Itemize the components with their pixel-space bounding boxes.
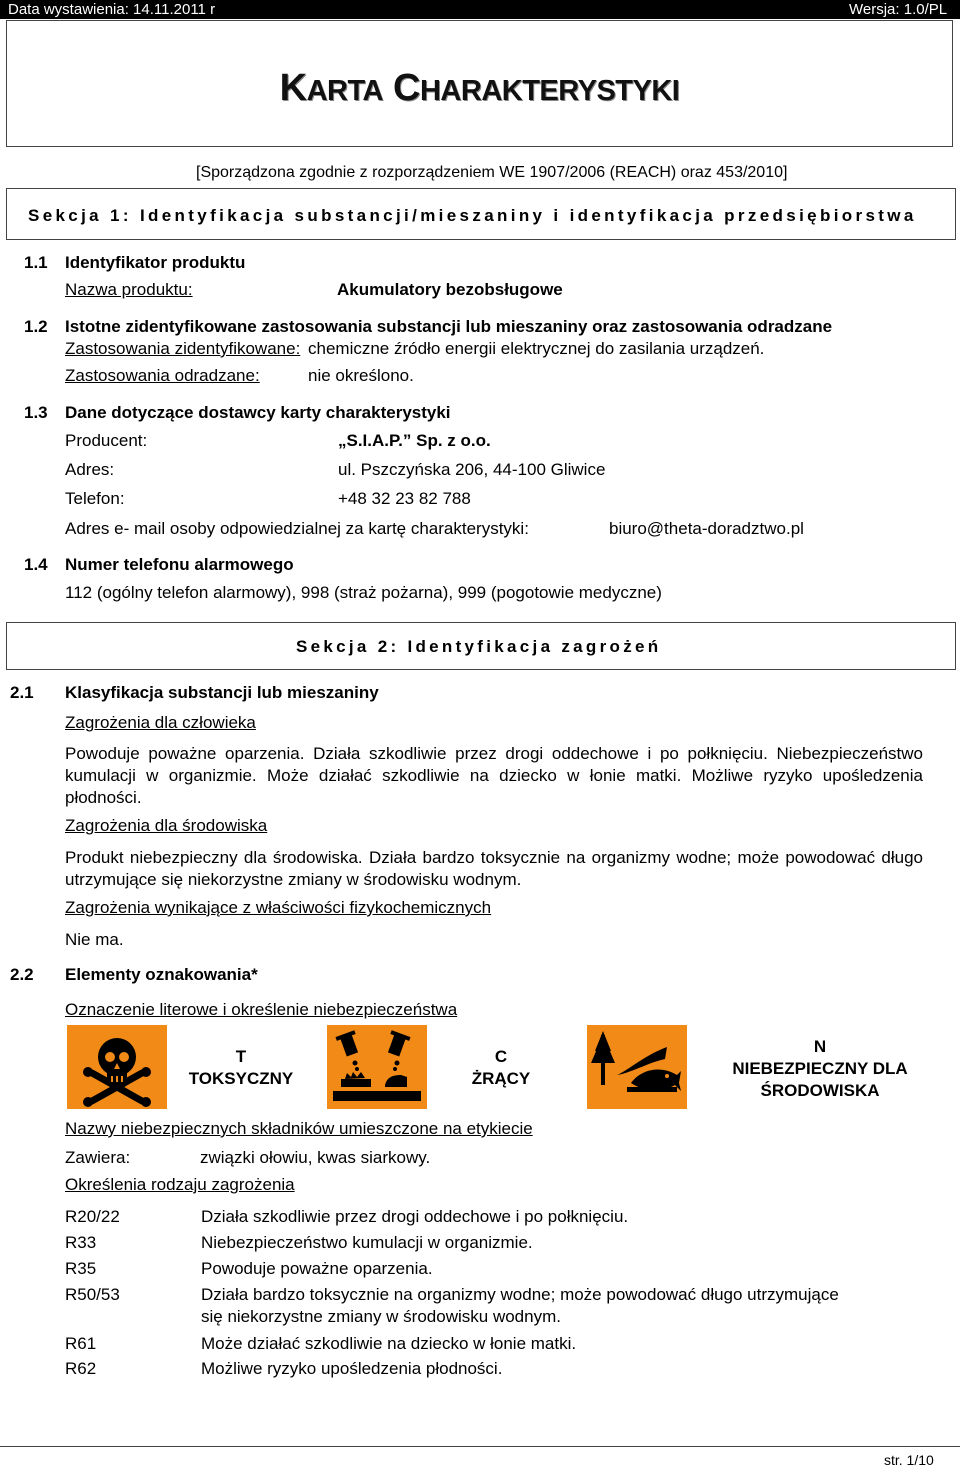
r-phrase-text: Działa szkodliwie przez drogi oddechowe i po połknięciu.	[201, 1207, 629, 1226]
environment-pictogram	[587, 1025, 687, 1109]
symbol-T: T TOKSYCZNY	[188, 1047, 294, 1088]
producer-value: „S.I.A.P.” Sp. z o.o.	[338, 431, 491, 450]
s22-title: Elementy oznakowania*	[65, 965, 258, 984]
phone-label: Telefon:	[65, 489, 125, 508]
title-box	[6, 20, 953, 147]
advised-uses-label: Zastosowania odradzane:	[65, 366, 260, 385]
footer-divider	[0, 1446, 960, 1447]
symbol-N: N NIEBEZPIECZNY DLA ŚRODOWISKA	[732, 1037, 908, 1100]
product-name-label: Nazwa produktu:	[65, 280, 193, 299]
s11-title: Identyfikator produktu	[65, 253, 246, 272]
human-hazards-text: Powoduje poważne oparzenia. Działa szkodliwie przez drogi oddechowe i po połknięciu. Niebezpieczeństwo kumulacji w organizmie. Może działać szkodliwie na dziecko w łonie matki. Możliwe ryzyko upośledzenia płodności.	[65, 744, 923, 807]
r-phrase-text-cont: się niekorzystne zmiany w środowisku wodnym.	[201, 1307, 561, 1326]
email-value[interactable]: biuro@theta-doradztwo.pl	[609, 519, 804, 538]
s11-num: 1.1	[24, 253, 48, 272]
section1-heading: Sekcja 1: Identyfikacja substancji/mieszaniny i identyfikacja przedsiębiorstwa	[28, 206, 917, 225]
r-phrase-text: Powoduje poważne oparzenia.	[201, 1259, 433, 1278]
emergency-numbers: 112 (ogólny telefon alarmowy), 998 (straż pożarna), 999 (pogotowie medyczne)	[65, 583, 662, 602]
skull-crossbones-icon	[67, 1025, 167, 1109]
ingredients-label: Nazwy niebezpiecznych składników umieszczone na etykiecie	[65, 1119, 533, 1138]
phone-value: +48 32 23 82 788	[338, 489, 471, 508]
page-number: str. 1/10	[884, 1452, 934, 1468]
toxic-pictogram	[67, 1025, 167, 1109]
identified-uses-value: chemiczne źródło energii elektrycznej do zasilania urządzeń.	[308, 339, 765, 358]
r-phrase-code: R33	[65, 1233, 97, 1252]
symbol-C: C ŻRĄCY	[471, 1047, 531, 1088]
producer-label: Producent:	[65, 431, 148, 450]
contains-value: związki ołowiu, kwas siarkowy.	[200, 1148, 431, 1167]
r-phrase-text: Niebezpieczeństwo kumulacji w organizmie.	[201, 1233, 533, 1252]
corrosive-pictogram	[327, 1025, 427, 1109]
section2-heading: Sekcja 2: Identyfikacja zagrożeń	[296, 637, 662, 656]
r-phrases-label: Określenia rodzaju zagrożenia	[65, 1175, 295, 1194]
regulation-note: [Sporządzona zgodnie z rozporządzeniem WE 1907/2006 (REACH) oraz 453/2010]	[196, 164, 788, 181]
environment-icon	[587, 1025, 687, 1109]
address-value: ul. Pszczyńska 206, 44-100 Gliwice	[338, 460, 606, 479]
env-hazards-label: Zagrożenia dla środowiska	[65, 816, 268, 835]
section2-box	[6, 622, 956, 670]
header-bar	[0, 0, 960, 19]
s13-num: 1.3	[24, 403, 48, 422]
identified-uses-label: Zastosowania zidentyfikowane:	[65, 339, 301, 358]
s14-num: 1.4	[24, 555, 48, 574]
env-hazards-text: Produkt niebezpieczny dla środowiska. Działa bardzo toksycznie na organizmy wodne; może powodować długo utrzymujące się niekorzystne zmiany w środowisku wodnym.	[65, 848, 923, 889]
section1-box	[6, 188, 956, 240]
s21-title: Klasyfikacja substancji lub mieszaniny	[65, 683, 379, 702]
physchem-hazards-text: Nie ma.	[65, 930, 124, 949]
r-phrase-code: R61	[65, 1334, 97, 1353]
s14-title: Numer telefonu alarmowego	[65, 555, 294, 574]
s13-title: Dane dotyczące dostawcy karty charakterystyki	[65, 403, 451, 422]
address-label: Adres:	[65, 460, 115, 479]
issue-date: Data wystawienia: 14.11.2011 r	[8, 1, 216, 18]
s12-num: 1.2	[24, 317, 48, 336]
corrosive-icon	[327, 1025, 427, 1109]
advised-uses-value: nie określono.	[308, 366, 414, 385]
s12-title: Istotne zidentyfikowane zastosowania substancji lub mieszaniny oraz zastosowania odradzane	[65, 317, 833, 336]
r-phrase-code: R50/53	[65, 1285, 120, 1304]
product-name-value: Akumulatory bezobsługowe	[337, 280, 563, 299]
s21-num: 2.1	[10, 683, 34, 702]
r-phrase-code: R20/22	[65, 1207, 120, 1226]
r-phrase-text: Działa bardzo toksycznie na organizmy wodne; może powodować długo utrzymujące	[201, 1285, 839, 1304]
s22-num: 2.2	[10, 965, 34, 984]
email-label: Adres e- mail osoby odpowiedzialnej za kartę charakterystyki:	[65, 519, 529, 538]
r-phrase-text: Możliwe ryzyko upośledzenia płodności.	[201, 1359, 503, 1378]
version: Wersja: 1.0/PL	[849, 1, 948, 18]
symbols-label: Oznaczenie literowe i określenie niebezpieczeństwa	[65, 1000, 458, 1019]
human-hazards-label: Zagrożenia dla człowieka	[65, 713, 256, 732]
physchem-hazards-label: Zagrożenia wynikające z właściwości fizykochemicznych	[65, 898, 492, 917]
page-title: KARTA CHARAKTERYSTYKI	[279, 67, 680, 109]
r-phrase-code: R62	[65, 1359, 97, 1378]
r-phrase-code: R35	[65, 1259, 97, 1278]
r-phrase-text: Może działać szkodliwie na dziecko w łonie matki.	[201, 1334, 577, 1353]
contains-label: Zawiera:	[65, 1148, 131, 1167]
